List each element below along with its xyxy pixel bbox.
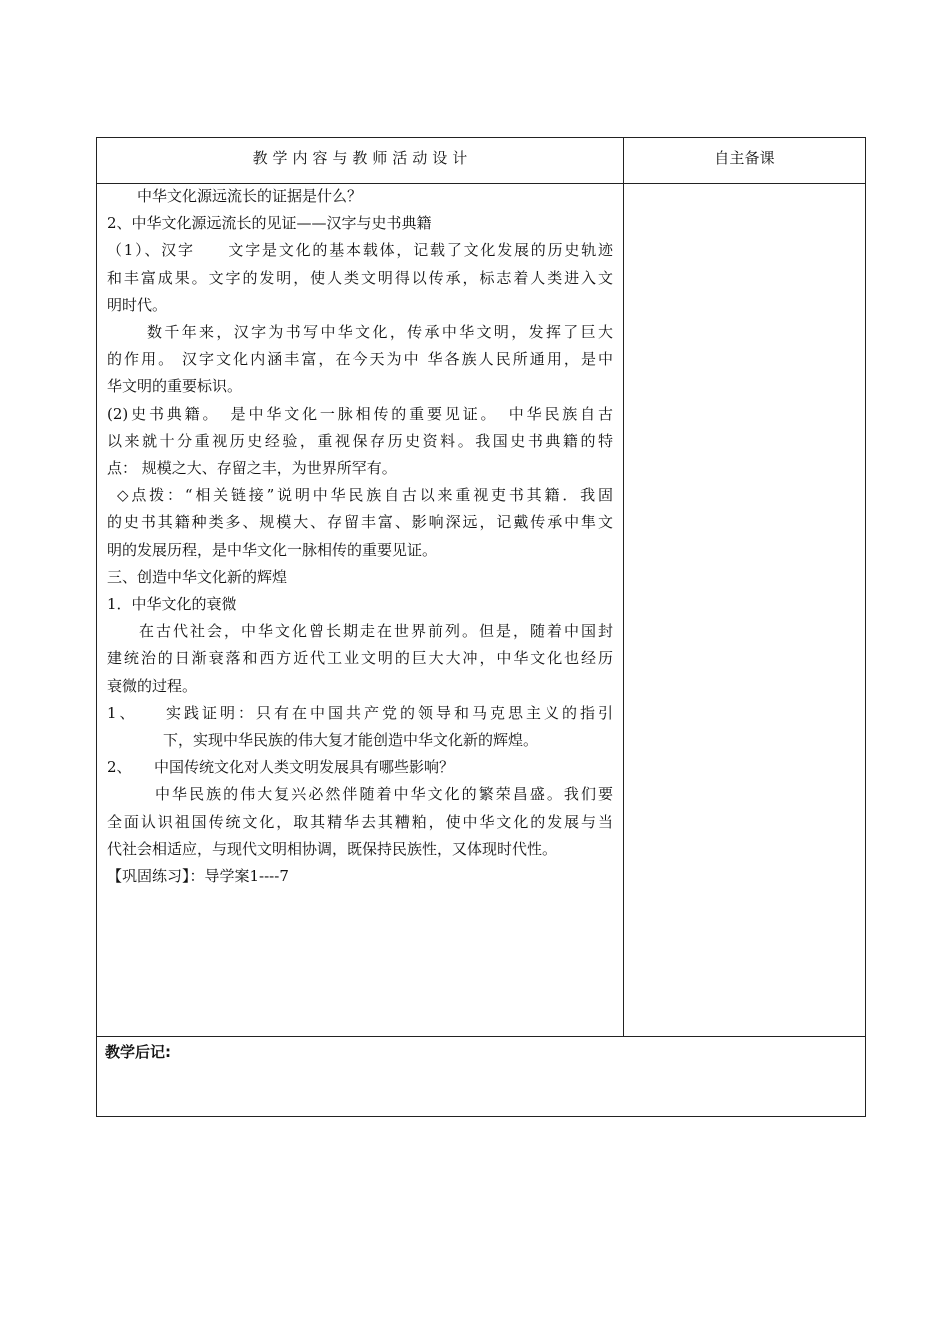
text-line: 下，实现中华民族的伟大复才能创造中华文化新的辉煌。 — [163, 731, 539, 749]
text-line: (2)史书典籍。 是中华文化一脉相传的重要见证。 中华民族自古 — [107, 405, 613, 423]
text-line: 全面认识祖国传统文化，取其精华去其糟粕，使中华文化的发展与当 — [107, 813, 613, 831]
text-line: 在古代社会，中华文化曾长期走在世界前列。但是，随着中国封 — [139, 622, 613, 640]
text-line: 2、 中国传统文化对人类文明发展具有哪些影响？ — [107, 758, 455, 776]
lesson-content-cell — [97, 184, 624, 1036]
text-line: ◇点拨：“相关链接”说明中华民族自古以来重视吏书其籍．我固 — [117, 486, 613, 504]
text-line: 点： 规模之大、存留之丰，为世界所罕有。 — [107, 459, 397, 477]
text-line: 衰微的过程。 — [107, 677, 198, 695]
text-line: 代社会相适应，与现代文明相协调，既保持民族性，又体现时代性。 — [107, 840, 558, 858]
text-line: 【巩固练习】：导学案1----7 — [107, 867, 289, 885]
text-line: （1）、汉字 文字是文化的基本载体，记载了文化发展的历史轨迹 — [107, 241, 613, 259]
self-prep-cell — [624, 184, 865, 1036]
text-line: 中华文化源远流长的证据是什么？ — [137, 187, 363, 205]
teaching-notes-row — [97, 1036, 865, 1116]
text-line: 华文明的重要标识。 — [107, 377, 243, 395]
text-line: 建统治的日渐衰落和西方近代工业文明的巨大大冲，中华文化也经历 — [107, 649, 613, 667]
text-line: 和丰富成果。文字的发明，使人类文明得以传承，标志着人类进入文 — [107, 269, 613, 287]
text-line: 1．中华文化的衰微 — [107, 595, 237, 613]
text-line: 中华民族的伟大复兴必然伴随着中华文化的繁荣昌盛。我们要 — [155, 785, 613, 803]
text-line: 三、创造中华文化新的辉煌 — [107, 568, 288, 586]
text-line: 明的发展历程，是中华文化一脉相传的重要见证。 — [107, 541, 438, 559]
text-line: 数千年来，汉字为书写中华文化，传承中华文明，发挥了巨大 — [147, 323, 613, 341]
header-self-prep: 自主备课 — [714, 149, 775, 167]
header-cell-self-prep — [624, 138, 865, 184]
header-content-design: 教 学 内 容 与 教 师 活 动 设 计 — [252, 149, 468, 167]
lesson-plan-table — [96, 137, 866, 1117]
text-line: 的作用。 汉字文化内涵丰富，在今天为中 华各族人民所通用，是中 — [107, 350, 613, 368]
text-line: 的史书其籍种类多、规模大、存留丰富、影响深远，记戴传承中隼文 — [107, 513, 613, 531]
header-cell-content — [97, 138, 624, 184]
text-line: 以来就十分重视历史经验，重视保存历史资料。我国史书典籍的特 — [107, 432, 613, 450]
teaching-notes-label: 教学后记: — [105, 1043, 171, 1061]
text-line: 2、中华文化源远流长的见证——汉字与史书典籍 — [107, 214, 432, 232]
text-line: 1、 实践证明：只有在中国共产党的领导和马克思主义的指引 — [107, 704, 613, 722]
text-line: 明时代。 — [107, 296, 168, 314]
